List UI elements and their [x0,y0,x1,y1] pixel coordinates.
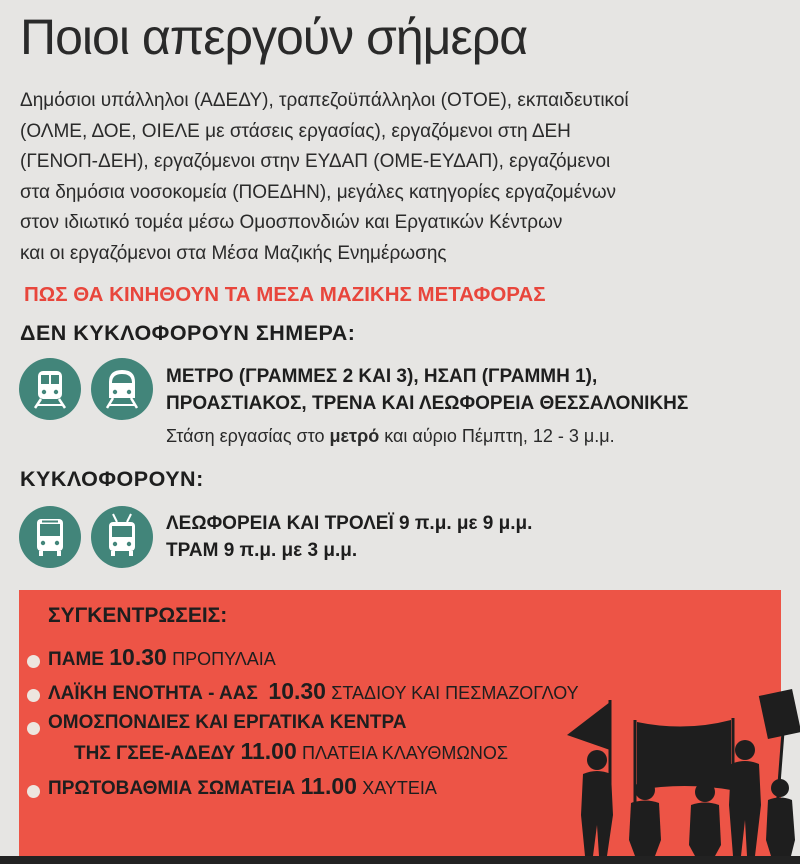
bullet-icon [27,722,40,735]
gathering-org: ΛΑΪΚΗ ΕΝΟΤΗΤΑ - ΑΑΣ [48,683,258,704]
bus-icon [19,506,81,568]
metro-icon [91,358,153,420]
gathering-place: ΠΛΑΤΕΙΑ ΚΛΑΥΘΜΩΝΟΣ [302,743,509,763]
gatherings-heading: ΣΥΓΚΕΝΤΡΩΣΕΙΣ: [48,604,228,627]
note-bold: μετρό [329,426,380,446]
running-heading: ΚΥΚΛΟΦΟΡΟΥΝ: [20,467,204,491]
gathering-item [48,712,406,734]
intro-line: στα δημόσια νοσοκομεία (ΠΟΕΔΗΝ), μεγάλες κατηγορίες εργαζομένων [20,181,617,203]
intro-line: και οι εργαζόμενοι στα Μέσα Μαζικής Ενημέρωσης [20,242,447,264]
running-line-2: ΤΡΑΜ 9 π.μ. με 3 μ.μ. [166,540,358,561]
gathering-item [48,644,276,671]
not-running-heading: ΔΕΝ ΚΥΚΛΟΦΟΡΟΥΝ ΣΗΜΕΡΑ: [20,321,356,345]
gathering-item [48,773,437,800]
gathering-time: 10.30 [268,678,326,704]
bottom-bar [0,856,800,864]
intro-line: (ΓΕΝΟΠ-ΔΕΗ), εργαζόμενοι στην ΕΥΔΑΠ (ΟΜΕ-ΕΥΔΑΠ), εργαζόμενοι [20,151,611,172]
bullet-icon [27,785,40,798]
bullet-icon [27,689,40,702]
gathering-time: 10.30 [109,644,167,670]
note-text: Στάση εργασίας στο [166,426,330,446]
intro-line: Δημόσιοι υπάλληλοι (ΑΔΕΔΥ), τραπεζοϋπάλληλοι (ΟΤΟΕ), εκπαιδευτικοί [20,90,629,111]
note-text-end: και αύριο Πέμπτη, 12 - 3 μ.μ. [379,426,615,446]
gathering-org: ΠΑΜΕ [48,649,104,670]
not-running-line-1: ΜΕΤΡΟ (ΓΡΑΜΜΕΣ 2 ΚΑΙ 3), ΗΣΑΠ (ΓΡΑΜΜΗ 1), [166,366,598,387]
metro-note [166,426,615,447]
intro-paragraph [20,86,790,269]
trolley-icon [91,506,153,568]
transport-heading: ΠΩΣ ΘΑ ΚΙΝΗΘΟΥΝ ΤΑ ΜΕΣΑ ΜΑΖΙΚΗΣ ΜΕΤΑΦΟΡΑΣ [24,283,546,306]
not-running-line-2: ΠΡΟΑΣΤΙΑΚΟΣ, ΤΡΕΝΑ ΚΑΙ ΛΕΩΦΟΡΕΙΑ ΘΕΣΣΑΛΟΝΙΚΗΣ [166,393,689,414]
gathering-place: ΣΤΑΔΙΟΥ ΚΑΙ ΠΕΣΜΑΖΟΓΛΟΥ [331,683,579,703]
gathering-org-cont: ΤΗΣ ΓΣΕΕ-ΑΔΕΔΥ [74,743,236,764]
protest-crowd-illustration [555,640,800,856]
gathering-org: ΠΡΩΤΟΒΑΘΜΙΑ ΣΩΜΑΤΕΙΑ [48,778,296,799]
bullet-icon [27,655,40,668]
intro-line: (ΟΛΜΕ, ΔΟΕ, ΟΙΕΛΕ με στάσεις εργασίας), εργαζόμενοι στη ΔΕΗ [20,120,571,142]
intro-line: στον ιδιωτικό τομέα μέσω Ομοσπονδιών και Εργατικών Κέντρων [20,212,563,233]
train-icon [19,358,81,420]
gathering-place: ΠΡΟΠΥΛΑΙΑ [172,649,276,669]
running-line-1: ΛΕΩΦΟΡΕΙΑ ΚΑΙ ΤΡΟΛΕΪ 9 π.μ. με 9 μ.μ. [166,513,533,534]
gathering-place: ΧΑΥΤΕΙΑ [362,778,437,798]
gathering-time: 11.00 [240,738,297,764]
page-title: Ποιοι απεργούν σήμερα [20,9,528,65]
gathering-item [48,678,579,705]
gathering-org: ΟΜΟΣΠΟΝΔΙΕΣ ΚΑΙ ΕΡΓΑΤΙΚΑ ΚΕΝΤΡΑ [48,712,407,733]
gathering-time: 11.00 [300,773,357,799]
gathering-item-cont [74,738,508,765]
